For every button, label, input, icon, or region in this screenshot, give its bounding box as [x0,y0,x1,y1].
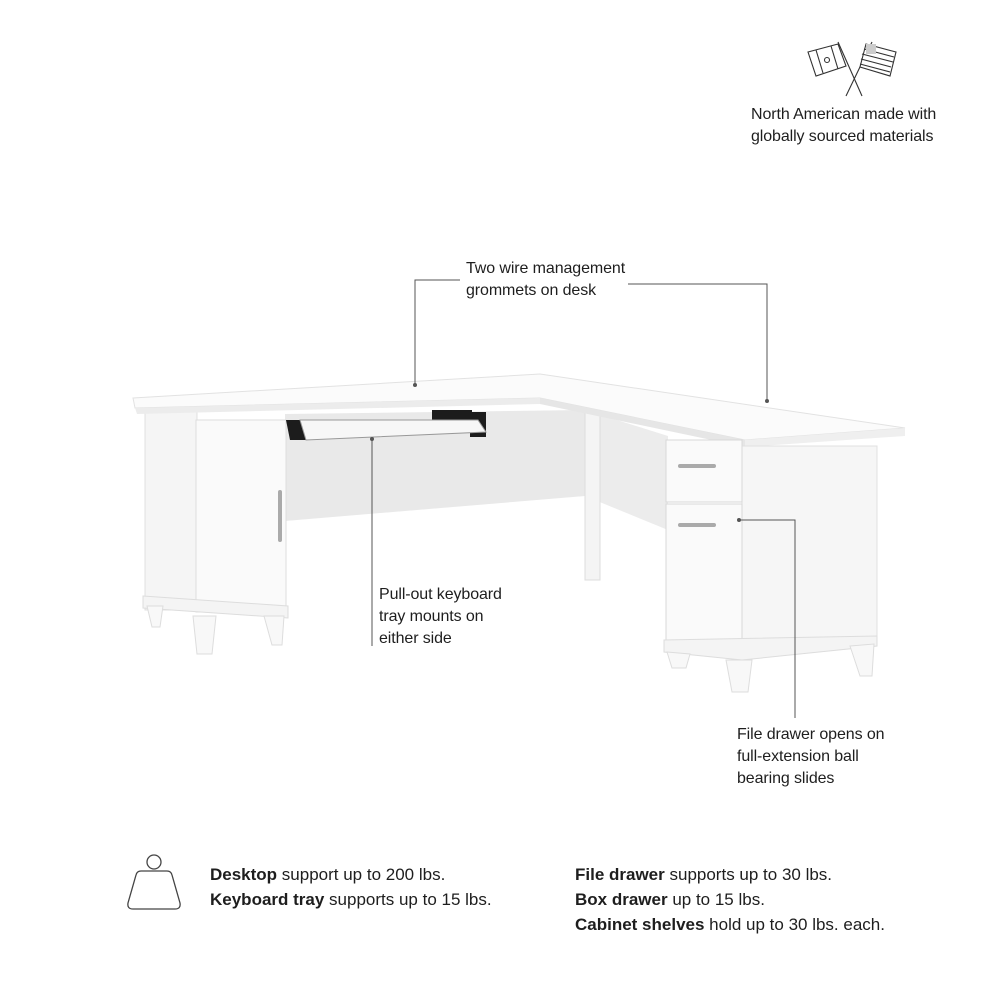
callout-grommets [466,258,625,302]
desk-foot [147,606,163,627]
box-drawer [666,440,742,502]
keyboard-bracket [432,410,472,420]
desk-foot [193,616,216,654]
callout-line: grommets on desk [466,282,597,299]
callout-file-drawer [737,724,884,790]
spec-value: supports up to 15 lbs. [324,890,492,909]
right-pedestal-side [742,446,877,640]
spec-line [210,862,492,887]
callout-line: Two wire management [466,260,626,277]
desktop-edge [540,398,745,447]
desk-foot [726,660,752,692]
drawer-handle [678,523,716,527]
desk-foot [264,616,284,645]
weight-specs-left [210,862,492,912]
desk-leg [585,412,600,580]
callout-keyboard-tray [379,584,502,650]
file-drawer-front [666,504,742,652]
drawer-handle [678,464,716,468]
origin-line: globally sourced materials [751,128,934,145]
cabinet-door [196,420,286,612]
callout-line: File drawer opens on [737,726,885,743]
callout-line: Pull-out keyboard [379,586,502,603]
spec-label: Desktop [210,865,278,884]
spec-line [575,887,885,912]
desktop-edge [745,428,905,447]
weight-specs-right [575,862,885,937]
desk-foot [667,652,690,668]
callout-line: either side [379,630,452,647]
keyboard-bracket [470,412,486,437]
origin-line: North American made with [751,106,937,123]
spec-line [575,912,885,937]
spec-label: File drawer [575,865,665,884]
right-base [664,636,877,660]
spec-value: support up to 200 lbs. [277,865,446,884]
callout-line: bearing slides [737,770,835,787]
desk-foot [850,644,874,676]
spec-line [575,862,885,887]
spec-line [210,887,492,912]
spec-label: Box drawer [575,890,668,909]
keyboard-tray [300,420,486,440]
callout-line: full-extension ball [737,748,859,765]
cabinet-handle [278,490,282,542]
desktop-edge [135,398,540,414]
modesty-panel [285,410,585,521]
spec-value: up to 15 lbs. [667,890,765,909]
spec-value: hold up to 30 lbs. each. [704,915,885,934]
keyboard-bracket [286,420,310,440]
spec-label: Cabinet shelves [575,915,705,934]
left-base [143,596,288,618]
return-panel [585,410,668,530]
callout-line: tray mounts on [379,608,484,625]
origin-text [751,104,936,148]
spec-value: supports up to 30 lbs. [664,865,833,884]
left-pedestal-side [145,410,197,610]
spec-label: Keyboard tray [210,890,325,909]
desktop-top [133,374,905,440]
